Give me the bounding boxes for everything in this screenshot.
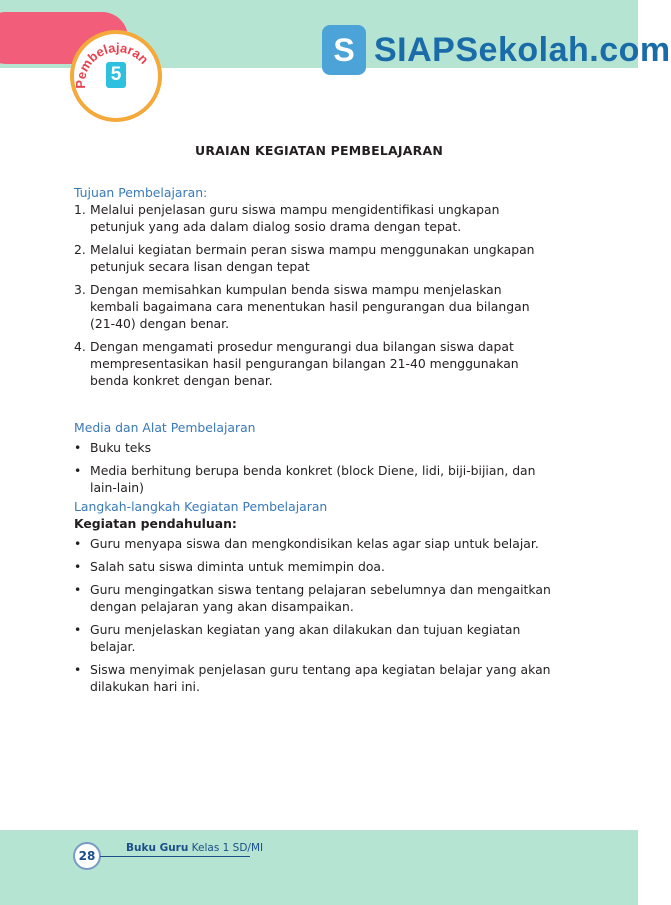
list-item <box>74 661 554 695</box>
tujuan-heading: Tujuan Pembelajaran: <box>74 185 208 200</box>
list-item-text: Guru mengingatkan siswa tentang pelajaran sebelumnya dan mengaitkan dengan pelajaran yang akan disampaikan. <box>90 582 551 614</box>
list-item-text: Siswa menyimak penjelasan guru tentang apa kegiatan belajar yang akan dilakukan hari ini. <box>90 662 551 694</box>
list-item <box>74 535 554 552</box>
tujuan-list <box>74 201 554 389</box>
list-item-text: Salah satu siswa diminta untuk memimpin doa. <box>90 559 385 574</box>
list-item-text: Buku teks <box>90 440 152 455</box>
list-item-text: Melalui kegiatan bermain peran siswa mampu menggunakan ungkapan petunjuk secara lisan dengan tepat <box>90 242 535 274</box>
list-item <box>74 621 554 655</box>
logo-text: SIAPSekolah.com <box>374 30 671 69</box>
list-item-text: Guru menyapa siswa dan mengkondisikan kelas agar siap untuk belajar. <box>90 536 539 551</box>
list-item-text: Media berhitung berupa benda konkret (block Diene, lidi, biji-bijian, dan lain-lain) <box>90 463 536 495</box>
bullet-icon: • <box>74 440 82 455</box>
list-item-text: Melalui penjelasan guru siswa mampu mengidentifikasi ungkapan petunjuk yang ada dalam dialog sosio drama dengan tepat. <box>90 202 500 234</box>
list-item-text: Dengan memisahkan kumpulan benda siswa mampu menjelaskan kembali bagaimana cara menentukan hasil pengurangan dua bilangan (21-40) dengan benar. <box>90 282 530 331</box>
list-item <box>74 462 554 496</box>
bullet-icon: • <box>74 582 82 597</box>
svg-text:Pembelajaran: Pembelajaran <box>72 40 152 89</box>
list-item <box>74 281 554 332</box>
book-title: Buku Guru <box>126 842 189 854</box>
list-item-text: Guru menjelaskan kegiatan yang akan dilakukan dan tujuan kegiatan belajar. <box>90 622 521 654</box>
bullet-icon: • <box>74 662 82 677</box>
lesson-number: 5 <box>106 62 126 88</box>
site-logo <box>322 22 671 78</box>
page-title: URAIAN KEGIATAN PEMBELAJARAN <box>194 143 443 158</box>
footer-band <box>0 830 638 905</box>
list-item-text: Dengan mengamati prosedur mengurangi dua bilangan siswa dapat mempresentasikan hasil pengurangan bilangan 21-40 menggunakan benda konkret dengan benar. <box>90 339 519 388</box>
pendahuluan-heading: Kegiatan pendahuluan: <box>74 516 237 531</box>
bullet-icon: • <box>74 622 82 637</box>
bullet-icon: • <box>74 463 82 478</box>
langkah-heading: Langkah-langkah Kegiatan Pembelajaran <box>74 499 328 514</box>
book-class: Kelas 1 SD/MI <box>188 842 264 854</box>
list-item <box>74 338 554 389</box>
list-item <box>74 439 554 456</box>
lesson-badge <box>70 30 162 122</box>
list-item <box>74 241 554 275</box>
bullet-icon: • <box>74 536 82 551</box>
list-number: 2. <box>74 242 86 257</box>
list-item <box>74 558 554 575</box>
bullet-icon: • <box>74 559 82 574</box>
footer-divider <box>100 856 250 857</box>
langkah-list <box>74 535 554 695</box>
list-number: 4. <box>74 339 86 354</box>
page-number: 28 <box>73 842 101 870</box>
list-number: 3. <box>74 282 86 297</box>
logo-icon: S <box>322 25 366 75</box>
media-list <box>74 439 554 496</box>
media-heading: Media dan Alat Pembelajaran <box>74 420 256 435</box>
list-number: 1. <box>74 202 86 217</box>
list-item <box>74 201 554 235</box>
list-item <box>74 581 554 615</box>
main-content <box>74 184 554 701</box>
book-label <box>126 842 263 854</box>
